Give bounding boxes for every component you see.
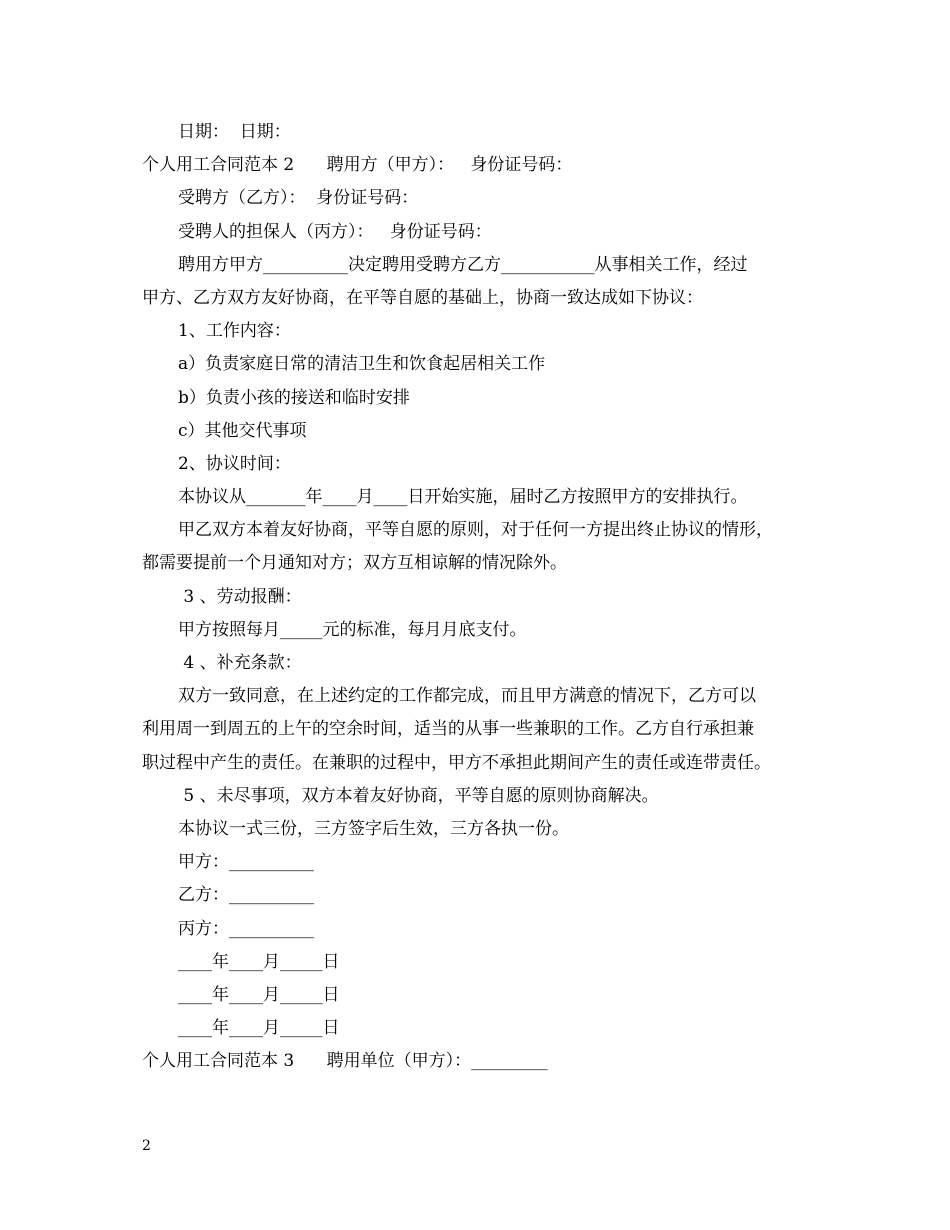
paragraph-line: 本协议从_______年____月____日开始实施，届时乙方按照甲方的安排执行。 [178,487,748,508]
list-item: b）负责小孩的接送和临时安排 [178,387,410,408]
section-heading: 1、工作内容： [178,321,291,342]
contract-sample-2-heading: 个人用工合同范本 2 聘用方（甲方）： 身份证号码： [142,155,573,176]
signature-line-party-a: 甲方：__________ [178,852,314,873]
signature-line-party-b: 乙方：__________ [178,885,314,906]
page-number: 2 [142,1138,151,1154]
section-heading: 3 、劳动报酬： [178,586,302,607]
employee-party-line: 受聘方（乙方）： 身份证号码： [178,188,419,209]
date-blank-line: ____年____月_____日 [178,1018,340,1039]
date-blank-line: ____年____月_____日 [178,984,340,1005]
paragraph-line: 甲方按照每月_____元的标准，每月月底支付。 [178,619,527,640]
list-item: a）负责家庭日常的清洁卫生和饮食起居相关工作 [178,354,546,375]
paragraph-line: 本协议一式三份，三方签字后生效，三方各执一份。 [178,818,569,839]
section-heading: 5 、未尽事项，双方本着友好协商，平等自愿的原则协商解决。 [178,785,659,806]
section-heading: 4 、补充条款： [178,653,302,673]
guarantor-party-line: 受聘人的担保人（丙方）： 身份证号码： [178,221,492,242]
section-heading: 2、协议时间： [178,453,291,474]
paragraph-line: 聘用方甲方__________决定聘用受聘方乙方___________从事相关工作，经过 [178,254,748,275]
document-body [142,116,822,1078]
paragraph-line: 甲方、乙方双方友好协商，在平等自愿的基础上，协商一致达成如下协议： [142,287,703,308]
paragraph-line: 都需要提前一个月通知对方；双方互相谅解的情况除外。 [142,553,567,574]
list-item: c）其他交代事项 [178,420,307,441]
paragraph-line: 甲乙双方本着友好协商，平等自愿的原则，对于任何一方提出终止协议的情形， [178,520,773,541]
signature-line-party-c: 丙方：__________ [178,918,314,939]
paragraph-line: 双方一致同意，在上述约定的工作都完成，而且甲方满意的情况下，乙方可以 [178,686,756,707]
date-blank-line: ____年____月_____日 [178,951,340,972]
paragraph-line: 职过程中产生的责任。在兼职的过程中，甲方不承担此期间产生的责任或连带责任。 [142,752,771,773]
contract-sample-3-heading: 个人用工合同范本 3 聘用单位（甲方）：_________ [142,1051,548,1072]
date-line: 日期： 日期： [178,122,291,142]
paragraph-line: 利用周一到周五的上午的空余时间，适当的从事一些兼职的工作。乙方自行承担兼 [142,719,754,740]
